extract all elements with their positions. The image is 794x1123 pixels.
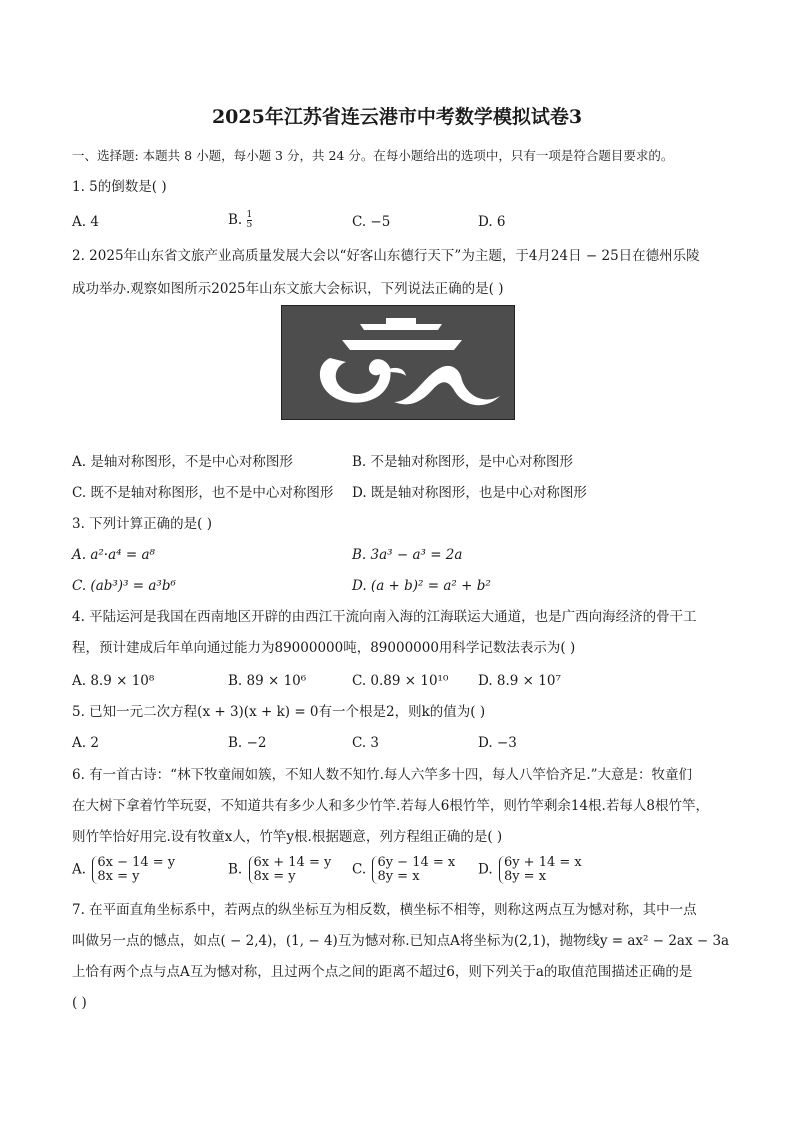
question-7-line-4: ( )	[72, 995, 87, 1011]
equation-2: 8y = x	[503, 869, 547, 884]
question-5-option-c: C. 3	[352, 735, 380, 751]
question-4-option-b: B. 89 × 10⁶	[228, 673, 307, 689]
option-label: B.	[228, 212, 243, 228]
question-5-option-b: B. −2	[228, 735, 267, 751]
section-heading: 一、选择题: 本题共 8 小题，每小题 3 分，共 24 分。在每小题给出的选项中，只有一项是符合题目要求的。	[72, 148, 674, 163]
question-2-line-1: 2. 2025年山东省文旅产业高质量发展大会以“好客山东德行天下”为主题，于4月24日 − 25日在德州乐陵	[72, 248, 700, 264]
question-5-option-d: D. −3	[478, 735, 517, 751]
equation-2: 8x = y	[253, 869, 296, 884]
question-6-option-a	[72, 856, 175, 884]
fraction	[247, 211, 253, 230]
option-label: C.	[352, 861, 367, 878]
question-4-line-1: 4. 平陆运河是我国在西南地区开辟的由西江干流向南入海的江海联运大通道，也是广西向海经济的骨干工	[72, 609, 697, 625]
equation-2: 8y = x	[377, 869, 420, 884]
question-1-option-d: D. 6	[478, 214, 506, 230]
equation-2: 8x = y	[97, 869, 140, 884]
fraction-numerator: 1	[246, 210, 253, 220]
option-label: B.	[228, 861, 243, 878]
question-3-option-c: C. (ab³)³ = a³b⁶	[72, 578, 176, 594]
logo-graphic	[282, 306, 514, 419]
question-6-option-c	[352, 856, 455, 884]
question-6-option-d	[478, 856, 582, 884]
question-4-option-d: D. 8.9 × 10⁷	[478, 673, 561, 689]
question-5-stem: 5. 已知一元二次方程(x + 3)(x + k) = 0有一个根是2，则k的值为( )	[72, 704, 486, 720]
equation-1: 6x − 14 = y	[97, 855, 176, 870]
question-6-line-3: 则竹竿恰好用完.设有牧童x人，竹竿y根.根据题意，列方程组正确的是( )	[72, 829, 503, 845]
question-6-line-1: 6. 有一首古诗：“林下牧童闹如簇，不知人数不知竹.每人六竿多十四，每人八竿恰齐足.”大意是：牧童们	[72, 767, 693, 783]
question-4-option-c: C. 0.89 × 10¹⁰	[352, 673, 449, 689]
question-2-option-d: D. 既是轴对称图形，也是中心对称图形	[352, 485, 587, 501]
question-1-option-b	[228, 210, 252, 230]
question-1-option-a: A. 4	[72, 214, 99, 230]
question-2-option-a: A. 是轴对称图形，不是中心对称图形	[72, 454, 293, 470]
fraction-denominator: 5	[246, 220, 253, 230]
question-3-option-a: A. a²·a⁴ = a⁸	[72, 547, 155, 563]
option-label: A.	[72, 861, 87, 878]
equation-1: 6y − 14 = x	[377, 855, 456, 870]
equation-system	[372, 856, 455, 884]
equation-system	[499, 856, 582, 884]
question-6-line-2: 在大树下拿着竹竿玩耍，不知道共有多少人和多少竹竿.若每人6根竹竿，则竹竿剩余14根.若每人8根竹竿，	[72, 798, 709, 814]
question-4-line-2: 程，预计建成后年单向通过能力为89000000吨，89000000用科学记数法表示为( )	[72, 640, 576, 656]
question-7-line-3: 上恰有两个点与点A互为憾对称，且过两个点之间的距离不超过6，则下列关于a的取值范围描述正确的是	[72, 964, 693, 980]
page-title: 2025年江苏省连云港市中考数学模拟试卷3	[211, 106, 583, 128]
question-2-option-c: C. 既不是轴对称图形，也不是中心对称图形	[72, 485, 334, 501]
question-2-option-b: B. 不是轴对称图形，是中心对称图形	[352, 454, 574, 470]
question-5-option-a: A. 2	[72, 735, 99, 751]
question-3-option-b: B. 3a³ − a³ = 2a	[352, 547, 463, 563]
question-1-stem: 1. 5的倒数是( )	[72, 179, 167, 195]
question-2-line-2: 成功举办.观察如图所示2025年山东文旅大会标识，下列说法正确的是( )	[72, 281, 504, 297]
equation-system	[92, 856, 175, 884]
question-3-stem: 3. 下列计算正确的是( )	[72, 516, 212, 532]
question-3-option-d: D. (a + b)² = a² + b²	[352, 578, 491, 594]
equation-system	[249, 856, 332, 884]
option-label: D.	[478, 861, 493, 878]
question-4-option-a: A. 8.9 × 10⁸	[72, 673, 155, 689]
question-7-line-1: 7. 在平面直角坐标系中，若两点的纵坐标互为相反数，横坐标不相等，则称这两点互为憾对称，其中一点	[72, 902, 697, 918]
equation-1: 6x + 14 = y	[253, 855, 332, 870]
conference-logo-image	[281, 305, 515, 420]
question-6-option-b	[228, 856, 331, 884]
equation-1: 6y + 14 = x	[503, 855, 582, 870]
question-7-line-2: 叫做另一点的憾点，如点( − 2,4)，(1, − 4)互为憾对称.已知点A将坐标为(2,1)，抛物线y = ax² − 2ax − 3a	[72, 933, 730, 949]
question-1-option-c: C. −5	[352, 214, 391, 230]
